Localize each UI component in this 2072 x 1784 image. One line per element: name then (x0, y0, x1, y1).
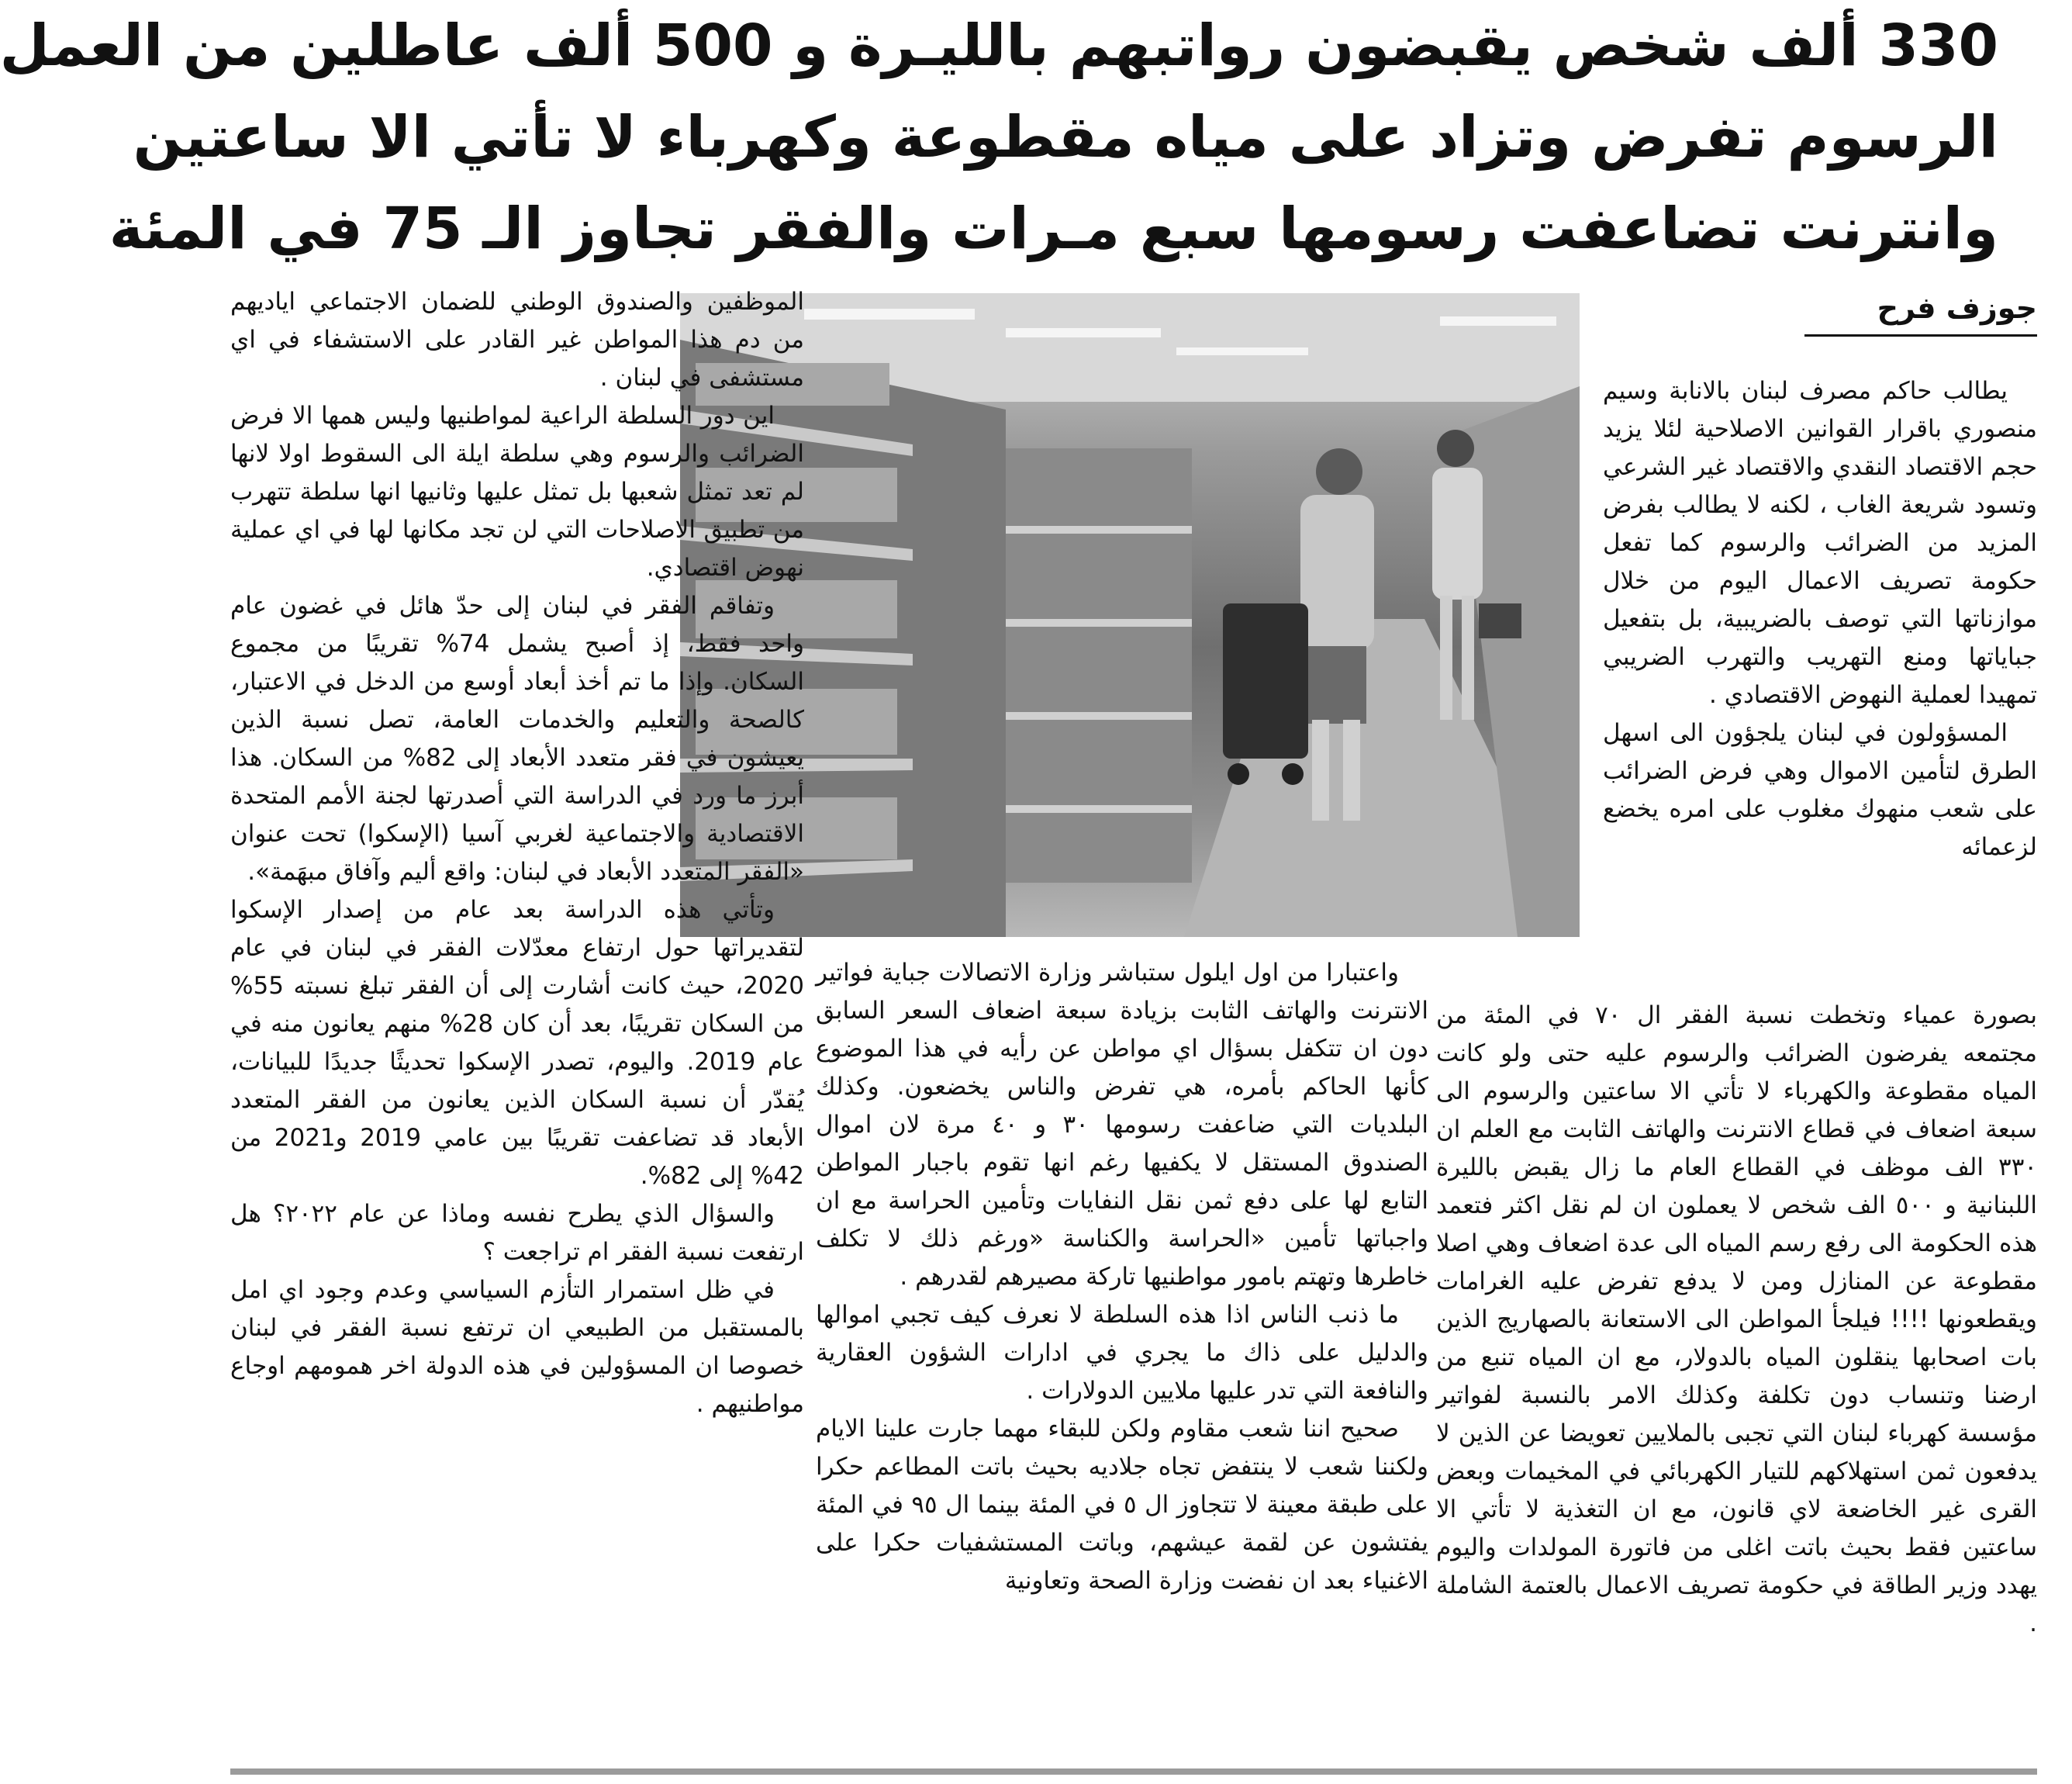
paragraph: وتأتي هذه الدراسة بعد عام من إصدار الإسكوا لتقديراتها حول ارتفاع معدّلات الفقر في لبنان في عام 2020، حيث كانت أشارت إلى أن الفقر تبلغ نسبته 55% من السكان تقريبًا، بعد أن كان 28% منهم يعانون منه في عام 2019. واليوم، تصدر الإسكوا تحديثًا جديدًا للبيانات، يُقدّر أن نسبة السكان الذين يعانون من الفقر المتعدد الأبعاد قد تضاعفت تقريبًا بين عامي 2019 و2021 من 42% إلى 82%. (230, 896, 805, 1190)
paragraph: الموظفين والصندوق الوطني للضمان الاجتماعي اياديهم من دم هذا المواطن غير القادر على الاستشفاء في اي مستشفى في لبنان . (230, 288, 804, 392)
article-column-middle (816, 954, 1428, 1761)
paragraph: صحيح اننا شعب مقاوم ولكن للبقاء مهما جارت علينا الايام ولكننا شعب لا ينتفض تجاه جلاديه بحيث باتت المطاعم حكرا على طبقة معينة لا تتجاوز ال ٥ في المئة بينما ال ٩٥ في المئة يفتشون عن لقمة عيشهم، وباتت المستشفيات حكرا على الاغنياء بعد ان نفضت وزارة الصحة وتعاونية (816, 1415, 1428, 1595)
ceiling-light (1440, 316, 1556, 326)
author-byline: جوزف فرح (1804, 291, 2037, 337)
article-headline (0, 0, 1998, 275)
paragraph: يطالب حاكم مصرف لبنان بالانابة وسيم منصوري باقرار القوانين الاصلاحية لئلا يزيد حجم الاقتصاد النقدي والاقتصاد غير الشرعي وتسود شريعة الغاب ، لكنه لا يطالب بفرض المزيد من الضرائب والرسوم كما تفعل حكومة تصريف الاعمال اليوم من خلال موازناتها التي توصف بالضريبية، بل بتفعيل جباياتها ومنع التهريب والتهرب الضريبي تمهيدا لعملية النهوض الاقتصادي . (1603, 377, 2037, 709)
paragraph: ما ذنب الناس اذا هذه السلطة لا نعرف كيف تجبي اموالها والدليل على ذاك ما يجري في ادارات الشؤون العقارية والنافعة التي تدر عليها ملايين الدولارات . (816, 1301, 1428, 1405)
shopping-trolley (1223, 603, 1308, 785)
center-shelving (1006, 448, 1192, 883)
ceiling-light (804, 309, 975, 320)
headline-line-3: وانترنت تضاعفت رسومها سبع مـرات والفقر تجاوز الـ 75 في المئة (109, 195, 1998, 262)
paragraph: بصورة عمياء وتخطت نسبة الفقر ال ٧٠ في المئة من مجتمعه يفرضون الضرائب والرسوم عليه حتى ولو كانت المياه مقطوعة والكهرباء لا تأتي الا ساعتين والرسوم الى سبعة اضعاف في قطاع الانترنت والهاتف الثابت مع العلم ان ٣٣٠ الف موظف في القطاع العام ما زال يقبض بالليرة اللبنانية و ٥٠٠ الف شخص لا يعملون ان لم نقل اكثر فتعمد هذه الحكومة الى رفع رسم المياه الى عدة اضعاف وهي اصلا مقطوعة عن المنازل ومن لا يدفع تفرض عليه الغرامات ويقطعونها !!!! فيلجأ المواطن الى الاستعانة بالصهاريج الذين بات اصحابها ينقلون المياه بالدولار، مع ان المياه تنبع من ارضنا وتنساب دون تكلفة وكذلك الامر بالنسبة لفواتير مؤسسة كهرباء لبنان التي تجبى بالملايين تعويضا عن الذين لا يدفعون ثمن استهلاكهم للتيار الكهربائي في المخيمات وبعض القرى غير الخاضعة لاي قانون، مع ان التغذية لا تأتي الا ساعتين فقط بحيث باتت اغلى من فاتورة المولدات واليوم يهدد وزير الطاقة في حكومة تصريف الاعمال بالعتمة الشاملة . (1436, 1001, 2037, 1637)
bottom-divider (230, 1768, 2037, 1775)
ceiling-light (1176, 347, 1308, 355)
paragraph: اين دور السلطة الراعية لمواطنيها وليس همها الا فرض الضرائب والرسوم وهي سلطة ايلة الى السقوط اولا لانها لم تعد تمثل شعبها بل تمثل عليها وثانيها انها سلطة تتهرب من تطبيق الاصلاحات التي لن تجد مكانها لها في اي عملية نهوض اقتصادي. (230, 402, 804, 582)
supermarket-aisle-photo (680, 293, 1580, 937)
paragraph: والسؤال الذي يطرح نفسه وماذا عن عام ٢٠٢٢؟ هل ارتفعت نسبة الفقر ام تراجعت ؟ (230, 1200, 804, 1266)
headline-line-2: الرسوم تفرض وتزاد على مياه مقطوعة وكهرباء لا تأتي الا ساعتين (133, 104, 1998, 171)
paragraph: واعتبارا من اول ايلول ستباشر وزارة الاتصالات جباية فواتير الانترنت والهاتف الثابت بزيادة سبعة اضعاف السعر السابق دون ان تتكفل بسؤال اي مواطن عن رأيه في هذا الموضوع كأنها الحاكم بأمره، هي تفرض والناس يخضعون. وكذلك البلديات التي ضاعفت رسومها ٣٠ و ٤٠ مرة لان اموال الصندوق المستقل لا يكفيها رغم انها تقوم باجبار المواطن التابع لها على دفع ثمن نقل النفايات وتأمين الحراسة مع ان واجباتها تأمين «الحراسة والكناسة «ورغم ذلك لا تكلف خاطرها وتهتم بامور مواطنيها تاركة مصيرهم لقدرهم . (816, 959, 1428, 1291)
headline-line-1: 330 ألف شخص يقبضون رواتبهم بالليـرة و 500 ألف عاطلين من العمل (0, 12, 1998, 79)
paragraph: وتفاقم الفقر في لبنان إلى حدّ هائل في غضون عام واحد فقط، إذ أصبح يشمل 74% تقريبًا من مجموع السكان. وإذا ما تم أخذ أبعاد أوسع من الدخل في الاعتبار، كالصحة والتعليم والخدمات العامة، تصل نسبة الذين يعيشون في فقر متعدد الأبعاد إلى 82% من السكان. هذا أبرز ما ورد في الدراسة التي أصدرتها لجنة الأمم المتحدة الاقتصادية والاجتماعية لغربي آسيا (الإسكوا) تحت عنوان «الفقر المتعدد الأبعاد في لبنان: واقع أليم وآفاق مبهَمة». (230, 592, 804, 886)
paragraph: المسؤولون في لبنان يلجؤون الى اسهل الطرق لتأمين الاموال وهي فرض الضرائب على شعب منهوك مغلوب على امره يخضع لزعمائه (1603, 719, 2037, 861)
photo-illustration (680, 293, 1580, 937)
paragraph: في ظل استمرار التأزم السياسي وعدم وجود اي امل بالمستقبل من الطبيعي ان ترتفع نسبة الفقر في لبنان خصوصا ان المسؤولين في هذه الدولة اخر همومهم اوجاع مواطنيهم . (230, 1276, 804, 1418)
article-column-left (230, 283, 804, 1761)
article-column-lower-right (1436, 997, 2037, 1761)
ceiling-light (1006, 328, 1161, 337)
